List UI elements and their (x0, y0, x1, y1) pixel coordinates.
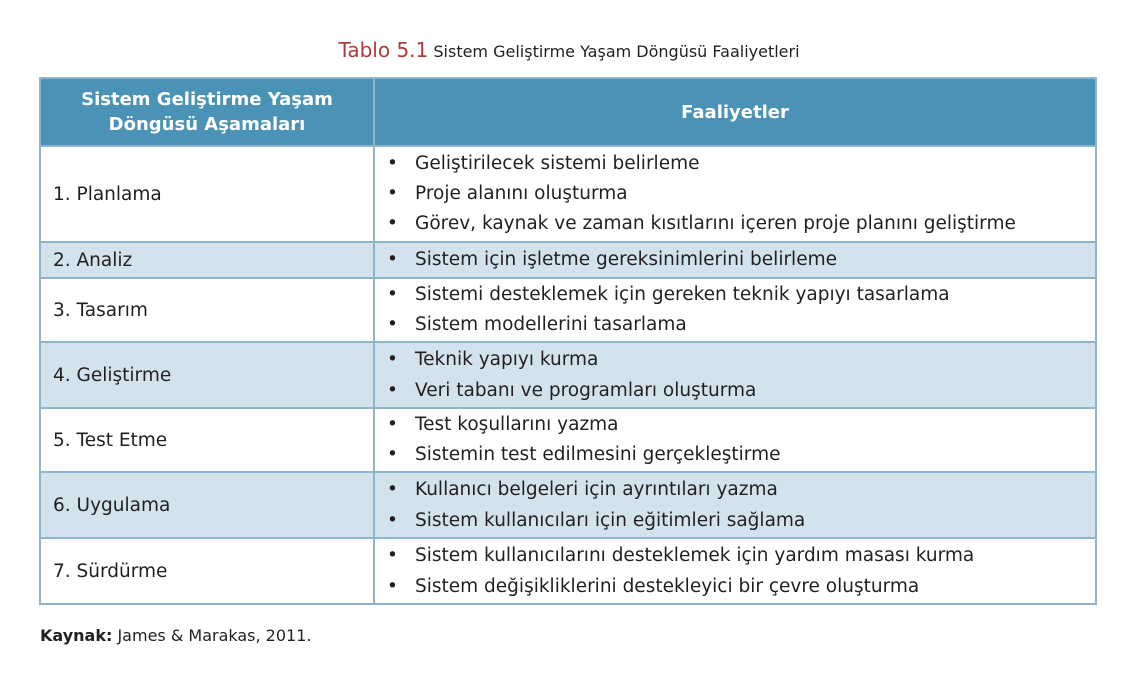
header-stages (40, 78, 374, 146)
source-label: Kaynak: (40, 626, 113, 645)
activities-cell (374, 408, 1096, 472)
table-number: Tablo 5.1 (338, 38, 429, 62)
activities-cell (374, 146, 1096, 242)
activity-item: • Veri tabanı ve programları oluşturma (387, 375, 1094, 406)
activity-item: • Sistem kullanıcıları için eğitimleri sağlama (387, 505, 1094, 536)
activities-table (39, 77, 1097, 605)
stage-cell: 6. Uygulama (40, 472, 374, 538)
table-row (40, 146, 1096, 242)
table-caption (0, 38, 1138, 62)
activity-item: • Sistem modellerini tasarlama (387, 310, 1094, 340)
stage-cell: 4. Geliştirme (40, 342, 374, 408)
activities-cell (374, 472, 1096, 538)
activity-list (387, 474, 1094, 536)
table-row (40, 242, 1096, 278)
activity-list (387, 410, 1094, 470)
source-note (40, 626, 311, 645)
activity-item: • Sistemi desteklemek için gereken teknik yapıyı tasarlama (387, 280, 1094, 310)
header-stages-line1: Sistem Geliştirme Yaşam (81, 89, 333, 110)
activity-item: • Test koşullarını yazma (387, 410, 1094, 440)
table-row (40, 408, 1096, 472)
table-row (40, 278, 1096, 342)
table-header-row (40, 78, 1096, 146)
activity-item: • Sistem için işletme gereksinimlerini belirleme (387, 245, 1094, 275)
activities-cell (374, 538, 1096, 604)
stage-cell: 2. Analiz (40, 242, 374, 278)
activity-item: • Proje alanını oluşturma (387, 179, 1094, 209)
activity-item: • Kullanıcı belgeleri için ayrıntıları yazma (387, 474, 1094, 505)
table-row (40, 472, 1096, 538)
activity-item: • Teknik yapıyı kurma (387, 344, 1094, 375)
activity-list (387, 149, 1094, 239)
activity-list (387, 344, 1094, 406)
table-title: Sistem Geliştirme Yaşam Döngüsü Faaliyetleri (433, 42, 800, 61)
header-stages-line2: Döngüsü Aşamaları (108, 114, 306, 135)
activity-item: • Sistemin test edilmesini gerçekleştirme (387, 440, 1094, 470)
activity-list (387, 245, 1094, 275)
table-row (40, 538, 1096, 604)
table-row (40, 342, 1096, 408)
stage-cell: 1. Planlama (40, 146, 374, 242)
activities-cell (374, 242, 1096, 278)
activity-item: • Geliştirilecek sistemi belirleme (387, 149, 1094, 179)
stage-cell: 7. Sürdürme (40, 538, 374, 604)
stage-cell: 5. Test Etme (40, 408, 374, 472)
activities-cell (374, 278, 1096, 342)
activity-item: • Sistem kullanıcılarını desteklemek için yardım masası kurma (387, 540, 1094, 571)
stage-cell: 3. Tasarım (40, 278, 374, 342)
header-activities: Faaliyetler (374, 78, 1096, 146)
source-text: James & Marakas, 2011. (117, 626, 312, 645)
activities-cell (374, 342, 1096, 408)
activity-list (387, 280, 1094, 340)
activity-item: • Görev, kaynak ve zaman kısıtlarını içeren proje planını geliştirme (387, 209, 1094, 239)
activity-item: • Sistem değişikliklerini destekleyici bir çevre oluşturma (387, 571, 1094, 602)
activity-list (387, 540, 1094, 602)
